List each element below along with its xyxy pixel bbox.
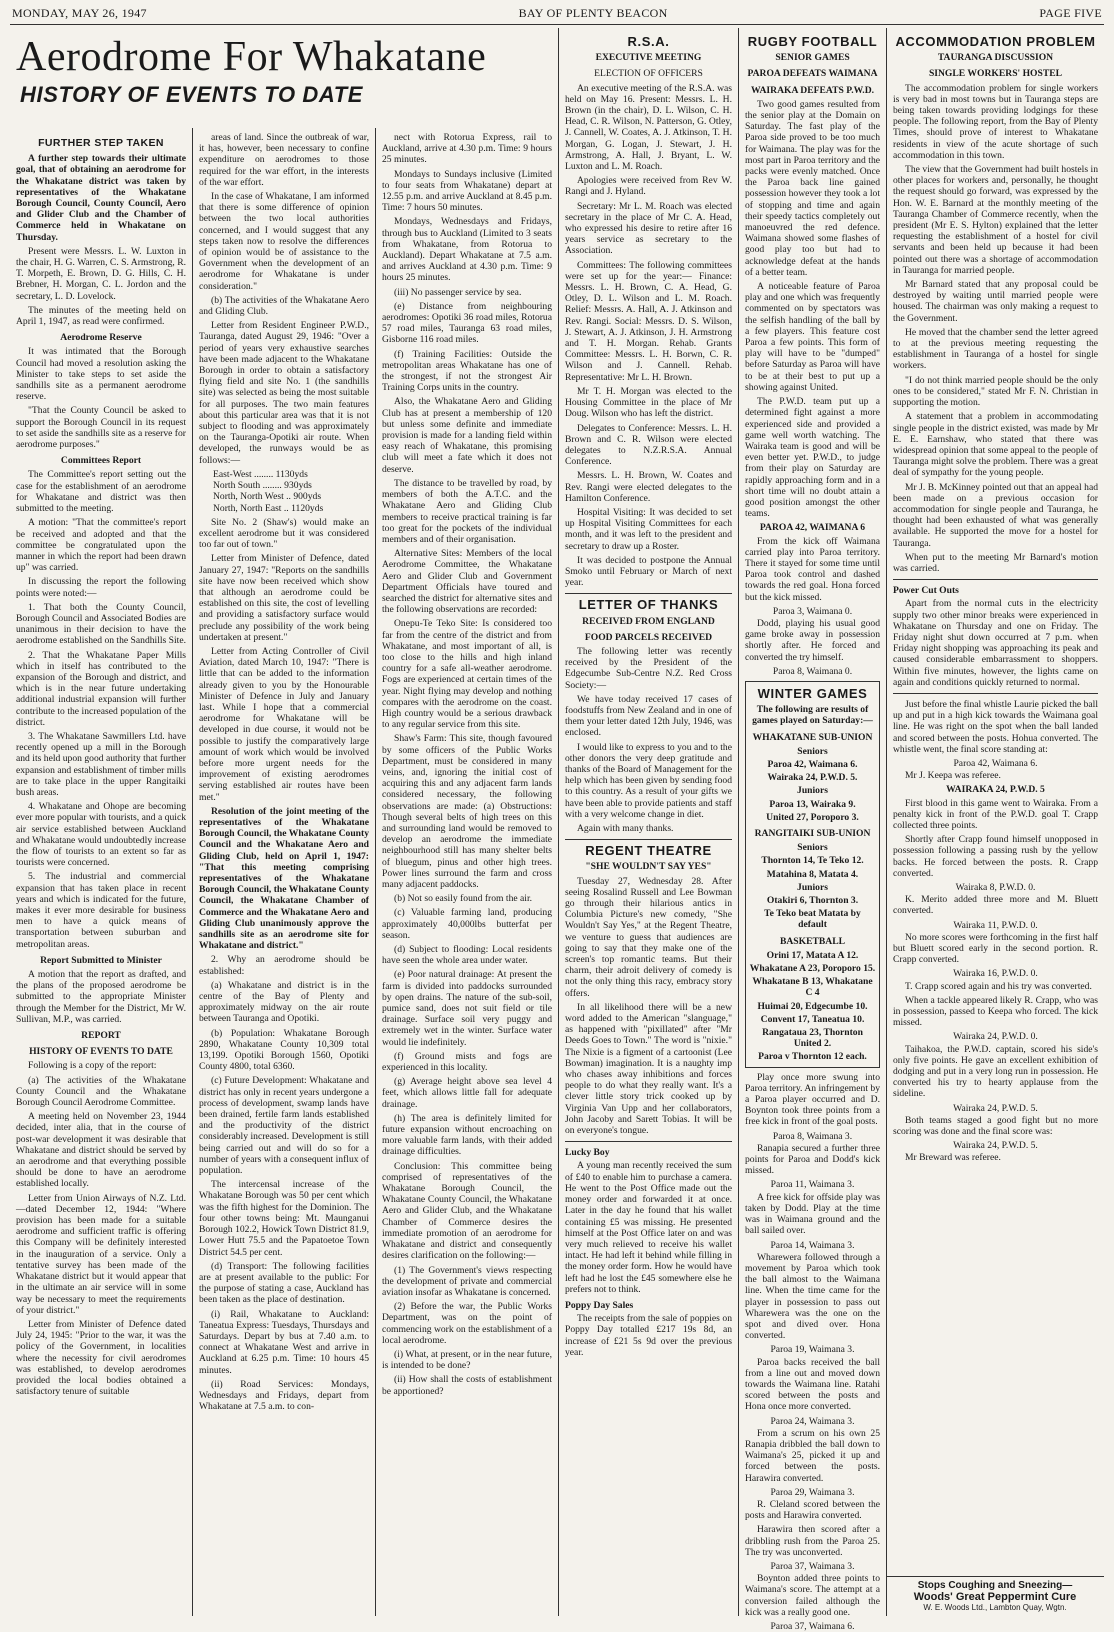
thanks-title: LETTER OF THANKS (578, 597, 719, 613)
paragraph: (i) Rail, Whakatane to Auckland: Taneatua Express: Tuesdays, Thursdays and Saturdays. Depart by bus at 7.40 a.m. to connect at Whakatane West and arrive in Auckland at 6.25 p.m. Time: 10 hours 45 minutes. (199, 1308, 369, 1376)
paragraph: The distance to be travelled by road, by members of both the A.T.C. and the Whakatane Aero and Gliding Club members to receive practical training is far too great for the pockets of the individual members and of their organisation. (382, 477, 552, 545)
running-score: Paroa 8, Waimana 3. (772, 1130, 853, 1142)
paragraph: (e) Distance from neighbouring aerodromes: Opotiki 36 road miles, Rotorua 57 road miles, Tauranga 63 road miles, Gisborne 116 road miles. (382, 300, 552, 346)
rsa-title: R.S.A. (627, 34, 670, 49)
rugby-subtitle: SENIOR GAMES (775, 52, 850, 64)
paragraph: 2. Why an aerodrome should be established: (199, 954, 369, 977)
paragraph: Mr Breward was referee. (905, 1152, 1001, 1164)
grade-heading: Seniors (797, 745, 828, 757)
regent-title: REGENT THEATRE (585, 843, 712, 859)
match-score: WAIRAKA 24, P.W.D. 5 (946, 784, 1045, 796)
paragraph: The Committee's report setting out the case for the establishment of an aerodrome for Whakatane and district was then submitted to the meeting. (16, 469, 186, 515)
paragraph: (b) The activities of the Whakatane Aero and Gliding Club. (199, 294, 369, 318)
grade-heading: Seniors (797, 842, 828, 854)
running-score: Paroa 11, Waimana 3. (770, 1179, 855, 1191)
paragraph: (f) Training Facilities: Outside the metropolitan areas Whakatane has one of the strongest, if not the strongest Air Training Corps units in the country. (382, 348, 552, 394)
paragraph: Delegates to Conference: Messrs. L. H. Brown and C. R. Wilson were elected delegates to N.Z.R.S.A. Annual Conference. (565, 422, 732, 468)
paragraph: areas of land. Since the outbreak of war, it has, however, been necessary to confine expenditure on aerodromes to those required for the war effort, in the interests of the war effort. (199, 132, 369, 188)
paragraph: Hospital Visiting: It was decided to set up Hospital Visiting Committees for each month, and it was left to the president and secretary to draw up a Roster. (565, 506, 732, 552)
section-rule (893, 579, 1098, 580)
paragraph: Committees: The following committees were set up for the year:— Finance: Messrs. L. H. Brown, C. A. Head, G. Otley, D. L. Wilson and L. M. Roach. Relief: Messrs. A. Hall, A. J. Atkinson and Rev. Rangi. Social: Messrs. D. S. Wilson, J. Stewart, A. J. Atkinson, J. H. Armstrong and T. H. Morgan. Rehab. Grants Committee: Messrs. L. H. Borwn, C. R. Wilson and J. Cannell. Rehab. Representative: Mr L. H. Brown. (565, 259, 732, 383)
accommodation-title: ACCOMMODATION PROBLEM (895, 34, 1096, 49)
paragraph: Wharewera followed through a movement by Paroa which took the ball almost to the Waimana line. When the time came for the player in possession to pass out Wharewera was the one on the spot and dived over. Hona converted. (745, 1251, 880, 1342)
rugby-subtitle: WAIRAKA DEFEATS P.W.D. (750, 84, 875, 96)
lead-story-header (10, 28, 558, 114)
advert-tagline: Stops Coughing and Sneezing— (917, 1580, 1073, 1591)
paragraph: The view that the Government had built hostels in other places for workers and, personally, he thought the request should go forward, was expressed by the Hon. W. E. Barnard at the monthly meeting of the Tauranga Chamber of Commerce recently, when the president (Mr E. S. Hylton) explained that the letter requesting the establishment of a hostel for civil servants and been held up because it had been pointed out there was a shortage of accommodation in Tauranga for married people. (893, 164, 1098, 276)
paragraph: 1. That both the County Council, Borough Council and Associated Bodies are unanimous in their decision to have the aerodrome established on the Sandhills Site. (16, 601, 186, 647)
paragraph: (ii) How shall the costs of establishment be apportioned? (382, 1374, 552, 1397)
masthead (10, 6, 1104, 25)
paragraph: "That the County Council be asked to support the Borough Council in its request to set aside the sandhills site as a reserve for aerodrome purposes." (16, 405, 186, 451)
paragraph: A free kick for offside play was taken by Dodd. Play at the time was in Waimana ground and the ball sailed over. (745, 1191, 880, 1237)
paragraph: (h) The area is definitely limited for future expansion without encroaching on more valuable farm lands, with their added drainage difficulties. (382, 1112, 552, 1158)
poppy-title: Poppy Day Sales (565, 1299, 634, 1311)
paragraph: A young man recently received the sum of £40 to enable him to purchase a camera. He went to the Post Office made out the money order and forwarded it at once. Later in the day he found that his wallet containing £5 was missing. He presented himself at the Post Office later on and was very much relieved to receive his wallet intact. He had left it behind while filling in the money order form. How he would have left had he lost the £45 somewhere else he prefers not to think. (565, 1160, 732, 1295)
column-5 (739, 32, 886, 1632)
paragraph: Also, the Whakatane Aero and Gliding Club has at present a membership of 120 but unless some definite and immediate provision is made for a landing field within easy reach of Whakatane, this promising club will meet a fate which it does not deserve. (382, 396, 552, 475)
paragraph: Following is a copy of the report: (28, 1060, 157, 1072)
paragraph: Letter from Minister of Defence dated July 24, 1945: "Prior to the war, it was the policy of the Government, in localities where the necessity for civil aerodromes was established, to develop aerodromes provided the local bodies obtained a satisfactory tenure of suitable (16, 1318, 186, 1398)
paragraph: Just before the final whistle Laurie picked the ball up and put in a high kick towards the Waimana goal line. He was right on the spot when the ball landed and scored between the posts. Hohua converted. The whistle went, the final score standing at: (893, 698, 1098, 755)
paragraph: (d) Subject to flooding: Local residents have seen the whole area under water. (382, 944, 552, 967)
paragraph: I would like to express to you and to the other donors the very deep gratitude and thanks of the Board of Management for the help which has been given by sending food to this country. As a result of your gifts we have been able to provide patients and staff with a very welcome change in diet. (565, 741, 732, 820)
running-score: Wairaka 8, P.W.D. 0. (955, 882, 1036, 894)
running-score: Paroa 14, Waimana 3. (770, 1239, 855, 1251)
paragraph: In the case of Whakatane, I am informed that there is some difference of opinion between the two local authorities concerned, and I would suggest that any steps taken now to resolve the differences of opinion would be of assistance to the Government when the development of an aerodrome for Whakatane is under consideration." (199, 191, 369, 292)
paragraph: Letter from Union Airways of N.Z. Ltd.—dated December 12, 1944: "Where provision has been made for a suitable aerodrome and sufficient traffic is offering this Company will be definitely interested in the inauguration of a service. Only a tentative survey has been made of the Whakatane district but it would appear that in the ultimate an air service will in some way be necessary to meet the requirements of your district." (16, 1192, 186, 1316)
paragraph: The accommodation problem for single workers is very bad in most towns but in Tauranga steps are being taken towards providing lodgings for these people. The following report, from the Bay of Plenty Times, should prove of interest to Whakatane residents in view of the acute shortage of such accommodation in this town. (893, 82, 1098, 161)
paragraph: Ranapia secured a further three points for Paroa and Dodd's kick missed. (745, 1142, 880, 1177)
runway-row: North, North West .. 900yds (213, 491, 322, 503)
paragraph: In discussing the report the following points were noted:— (16, 576, 186, 599)
paragraph: (f) Ground mists and fogs are experienced in this locality. (382, 1050, 552, 1074)
result-line: Paroa 42, Waimana 6. (767, 758, 858, 770)
result-line: Te Teko beat Matata by default (764, 908, 861, 931)
paragraph: Conclusion: This committee being comprised of representatives of the Whakatane Borough Council, the Whakatane County Council, the Whakatane Aero and Glider Club, and the Whakatane Chamber of Commerce desires the immediate promotion of an aerodrome for Whakatane and district and consequently desires clarification on the following:— (382, 1160, 552, 1262)
lead-headline: Aerodrome For Whakatane (16, 34, 487, 80)
paragraph: Letter from Minister of Defence, dated January 27, 1947: "Reports on the sandhills site have now been received which show that although an aerodrome could be established on this site, the cost of levelling and providing a satisfactory surface would preclude any possibility of the work being undertaken at present." (199, 553, 369, 643)
paragraph: (d) Transport: The following facilities are at present available to the public: For the purpose of stating a case, Auckland has been taken as the place of destination. (199, 1260, 369, 1306)
subheading: Report Submitted to Minister (40, 954, 162, 966)
issue-date: MONDAY, MAY 26, 1947 (12, 6, 147, 20)
basketball-heading: BASKETBALL (779, 935, 846, 947)
running-score: Paroa 29, Waimana 3. (770, 1486, 855, 1498)
paragraph: A noticeable feature of Paroa play and one which was frequently commented on by spectators was the selfish handling of the ball by a few players. This feature cost Paroa a few points. This form of play will have to be "dumped" before Saturday as Paroa will have to be at their best to put up a showing against United. (745, 281, 880, 393)
paragraph: (b) Population: Whakatane Borough 2890, Whakatane County 10,309 total 13,199. Opotiki Borough 1560, Opotiki County 4800, total 6360. (199, 1027, 369, 1073)
paragraph: Shaw's Farm: This site, though favoured by some officers of the Public Works Department, must be considered in many veins, and, ignoring the initial cost of acquiring this and any adjacent farm lands considered necessary, the following observations are made: (a) Obstructions: Though several belts of high trees on this and surrounding land would be removed to develop an aerodrome the immediate neighbourhood still has many shelter belts of bluegum, pinus and other high trees. Power lines surround the farm and cross many adjacent paddocks. (382, 733, 552, 890)
paragraph: Both teams staged a good fight but no more scoring was done and the final score was: (893, 1114, 1098, 1138)
regent-subtitle: "SHE WOULDN'T SAY YES" (585, 861, 712, 873)
story-intro: A further step towards their ultimate goal, that of obtaining an aerodrome for the Whakatane district was taken by representatives of the Whakatane Borough Council, County Council, Aero and Glider Club and the Chamber of Commerce held in Whakatane on Thursday. (16, 153, 186, 243)
paragraph: Taihakoa, the P.W.D. captain, scored his side's only five points. He gave an excellent exhibition of dodging and put in a very long run in possession. He converted his try to hearty applause from the sideline. (893, 1043, 1098, 1100)
subheading: HISTORY OF EVENTS TO DATE (29, 1046, 173, 1058)
paragraph: In all likelihood there will be a new word added to the American "slanguage," as happened with "pixillated" after "Mr Deeds Goes to Town." The word is "nixie." The Nixie is a figment of a cartoonist (Lee Bowman) imagination. It is a naughty imp who chases away inhibitions and forces people to do what they really want. It's a clever little story trick cooked up by Virginia Van Upp and her collaborators, John Jacoby and Sarett Tobias. It will be on everyone's tongue. (565, 1001, 732, 1137)
running-score: Paroa 8, Waimana 0. (772, 665, 853, 677)
paragraph: (e) Poor natural drainage: At present the farm is divided into paddocks surrounded by open drains. The nature of the sub-soil, pumice sand, does not suit field or tile drainage. Surface soil very puggy and extremely wet in the winter. Surface water would lie indefinitely. (382, 969, 552, 1048)
paragraph: (c) Future Development: Whakatane and district has only in recent years undergone a process of development, swamp lands have been drained, fertile farm lands established and the productivity of the district considerably increased. Development is still being carried out and will do so for a number of years with a consequent influx of population. (199, 1075, 369, 1177)
thanks-subtitle: RECEIVED FROM ENGLAND (582, 615, 715, 627)
result-line: Paroa 13, Wairaka 9. (769, 798, 856, 810)
paragraph: First blood in this game went to Wairaka. From a penalty kick in front of the P.W.D. goal T. Crapp collected three points. (893, 797, 1098, 831)
paragraph: No more scores were forthcoming in the first half but Bluett scored early in the second portion. R. Crapp converted. (893, 931, 1098, 966)
winter-intro: The following are results of games played on Saturday:— (752, 704, 873, 727)
paragraph: (2) Before the war, the Public Works Department, was on the point of commencing work on the establishment of a local aerodrome. (382, 1301, 552, 1346)
runway-row: North, North East .. 1120yds (213, 502, 324, 514)
running-score: Paroa 42, Waimana 6. (953, 757, 1038, 769)
paragraph: When put to the meeting Mr Barnard's motion was carried. (893, 551, 1098, 574)
paragraph: Mondays to Sundays inclusive (Limited to four seats from Whakatane) depart at 12.55 p.m. and arrive Auckland at 8.45 p.m. Time: 7 hours 50 minutes. (382, 168, 552, 214)
lead-story-column-2 (193, 132, 375, 1618)
result-line: Whakatane B 13, Whakatane C 4 (752, 976, 873, 999)
paragraph: From a scrum on his own 25 Ranapia dribbled the ball down to Waimana's 25, picked it up and forced between the posts. Harawira converted. (745, 1427, 880, 1484)
resolution-text: Resolution of the joint meeting of the representatives of the Whakatane Borough Council, the Whakatane County Council and the Whakatane Aero and Gliding Club, held on April 1, 1947: "That this meeting comprising representatives of the Whakatane Borough Council, the Whakatane County Council, the Whakatane Chamber of Commerce and the Whakatane Aero and Gliding Club unanimously approve the sandhills site as an aerodrome site for Whakatane and district." (199, 805, 369, 952)
winter-games-box (745, 681, 880, 1068)
section-rule (893, 693, 1098, 694)
running-score: Paroa 37, Waimana 3. (770, 1560, 855, 1572)
paragraph: The following letter was recently received by the President of the Edgecumbe Sub-Centre N.Z. Red Cross Society:— (565, 645, 732, 691)
paragraph: Onepu-Te Teko Site: Is considered too far from the centre of the district and from Whakatane, and most important of all, is too close to the hills and high inland country for a safe all-weather aerodrome. Fogs are experienced at certain times of the year. Night flying may develop and nothing compares with the aerodrome on the coast. High country would be a serious drawback to any regular service from this site. (382, 618, 552, 731)
paragraph: A motion: "That the committee's report be received and adopted and that the committee be congratulated upon the manner in which the report had been drawn up" was carried. (16, 517, 186, 574)
section-rule (565, 839, 732, 840)
paragraph: (a) The activities of the Whakatane County Council and the Whakatane Borough Council Aerodrome Committee. (16, 1074, 186, 1109)
paragraph: We have today received 17 cases of foodstuffs from New Zealand and in one of them your letter dated 12th July, 1946, was enclosed. (565, 693, 732, 739)
paragraph: The intercensal increase of the Whakatane Borough was 50 per cent which was the fifth highest for the Dominion. The four other towns being: Mt. Maunganui Borough 102.2, Howick Town District 81.9, Lower Hutt 75.5 and the Papatoetoe Town District 54.5 per cent. (199, 1179, 369, 1258)
result-line: United 27, Poroporo 3. (766, 811, 859, 823)
section-rule (565, 593, 732, 594)
rugby-title: RUGBY FOOTBALL (747, 34, 878, 49)
winter-title: WINTER GAMES (757, 685, 868, 701)
lead-subhead: HISTORY OF EVENTS TO DATE (20, 82, 364, 107)
section-rule (565, 1141, 732, 1142)
paragraph: Present were Messrs. L. W. Luxton in the chair, H. G. Warren, C. S. Armstrong, R. T. Morpeth, E. Brown, D. G. Hills, C. H. Brebner, H. Morgan, C. L. Jordon and the secretary, L. D. Lovelock. (16, 245, 186, 302)
accommodation-subtitle: SINGLE WORKERS' HOSTEL (928, 68, 1063, 80)
paragraph: 4. Whakatane and Ohope are becoming ever more popular with tourists, and a quick air service established between Auckland and Whakatane would undoubtedly increase the flow of tourists to an extent so far as tourists were concerned. (16, 801, 186, 869)
lucky-title: Lucky Boy (565, 1147, 610, 1159)
result-line: Huimai 20, Edgecumbe 10. (757, 1000, 868, 1012)
paragraph: An executive meeting of the R.S.A. was held on May 16. Present: Messrs. L. H. Brown (in the chair), D. L. Wilson, C. H. Head, C. R. Wilson, N. Patterson, G. Otley, J. Cannell, W. Coates, A. J. Atkinson, T. H. Morgan, G. Logan, J. Stewart, J. H. Armstrong, A. Hall, J. Bryant, L. W. Luxton and L. M. Roach. (565, 82, 732, 173)
paragraph: (a) Whakatane and district is in the centre of the Bay of Plenty and approximately midway on the air route between Tauranga and Opotiki. (199, 979, 369, 1025)
paragraph: Site No. 2 (Shaw's) would make an excellent aerodrome but it was considered too far out of town." (199, 516, 369, 551)
paragraph: Mr J. Keepa was referee. (905, 770, 1001, 782)
rsa-subtitle: ELECTION OF OFFICERS (594, 68, 703, 80)
section-heading: FURTHER STEP TAKEN (38, 137, 164, 149)
paragraph: Dodd, playing his usual good game broke away in possession shortly after. He forced and converted the try himself. (745, 617, 880, 663)
running-score: Paroa 24, Waimana 3. (770, 1415, 855, 1427)
paragraph: (iii) No passenger service by sea. (394, 286, 522, 298)
paragraph: A motion that the report as drafted, and the plans of the proposed aerodrome be submitted to the appropriate Minister through the Member for the District, Mr W. Sullivan, M.P., was carried. (16, 969, 186, 1025)
subheading: REPORT (81, 1030, 121, 1042)
result-line: Wairaka 24, P.W.D. 5. (767, 772, 858, 784)
column-4 (559, 32, 738, 1618)
paragraph: K. Merito added three more and M. Bluett converted. (893, 894, 1098, 917)
paragraph: When a tackle appeared likely R. Crapp, who was in possession, passed to Keepa who forced. The kick missed. (893, 994, 1098, 1029)
paragraph: (g) Average height above sea level 4 feet, which allows little fall for adequate drainage. (382, 1076, 552, 1110)
paragraph: He moved that the chamber send the letter agreed to at the previous meeting requesting the establishment in Tauranga of a hostel for single workers. (893, 326, 1098, 372)
newspaper-page (10, 6, 1104, 1632)
paragraph: Mr T. H. Morgan was elected to the Housing Committee in the place of Mr Doug. Wilson who has left the district. (565, 385, 732, 420)
paragraph: (ii) Road Services: Mondays, Wednesdays and Fridays, depart from Whakatane at 7.5 a.m. to con- (199, 1378, 369, 1413)
paragraph: Mr Barnard stated that any proposal could be destroyed by waiting until married people were housed. The chairman was only making a request to the Government. (893, 279, 1098, 324)
result-line: Convent 17, Taneatua 10. (760, 1013, 865, 1025)
paragraph: Paroa backs received the ball from a line out and moved down towards the Waimana line. Ratahi scored between the posts and Hona once more converted. (745, 1356, 880, 1413)
sub-union-heading: RANGITAIKI SUB-UNION (754, 828, 871, 839)
paragraph: Alternative Sites: Members of the local Aerodrome Committee, the Whakatane Aero and Glider Club and Government Department Officials have toured and searched the district for alternative sites and the following observations are recorded: (382, 548, 552, 616)
runway-row: North South ........ 930yds (213, 480, 312, 492)
result-line: Whakatane A 23, Poroporo 15. (749, 963, 876, 975)
page-number: PAGE FIVE (1039, 6, 1102, 20)
paragraph: A statement that a problem in accommodating single people in the district existed, was made by Mr E. E. Earnshaw, who stated that there was widespread opinion that some appeal to the people of Tauranga might solve the problem. There was a great deal of sympathy for the young people. (893, 411, 1098, 479)
paragraph: Messrs. L. H. Brown, W. Coates and Rev. Rangi were elected delegates to the Hamilton Conference. (565, 470, 732, 504)
paragraph: Harawira then scored after a dribbling rush from the Paroa 25. The try was unconverted. (745, 1524, 880, 1558)
paragraph: "I do not think married people should be the only ones to be considered," stated Mr F. N. Christian in supporting the motion. (893, 374, 1098, 409)
lead-story-column-1 (10, 132, 192, 1618)
accommodation-subtitle: TAURANGA DISCUSSION (937, 52, 1054, 64)
running-score: Wairaka 24, P.W.D. 0. (953, 1031, 1038, 1043)
paragraph: 2. That the Whakatane Paper Mills which in itself has contributed to the expansion of the Borough and district, and which is in the near future undertaking additional industrial expansion will further contribute to the increased population of the district. (16, 649, 186, 728)
paragraph: T. Crapp scored again and his try was converted. (905, 980, 1092, 992)
running-score: Wairaka 24, P.W.D. 5. (953, 1140, 1038, 1152)
paragraph: It was intimated that the Borough Council had moved a resolution asking the Minister to take steps to set aside the sandhills site as a permanent aerodrome reserve. (16, 346, 186, 403)
paragraph: (c) Valuable farming land, producing approximately 40,000lbs butterfat per season. (382, 907, 552, 941)
running-score: Wairaka 24, P.W.D. 5. (953, 1102, 1038, 1114)
paragraph: nect with Rotorua Express, rail to Auckland, arrive at 4.30 p.m. Time: 9 hours 25 minutes. (382, 132, 552, 166)
advert-product: Woods' Great Peppermint Cure (913, 1591, 1077, 1603)
subheading: Aerodrome Reserve (60, 332, 142, 344)
match-score: PAROA 42, WAIMANA 6 (759, 522, 866, 534)
peppermint-cure-advert (886, 1576, 1104, 1612)
running-score: Wairaka 11, P.W.D. 0. (953, 919, 1038, 931)
paragraph: It was decided to postpone the Annual Smoko until February or March of next year. (565, 554, 732, 589)
paragraph: R. Cleland scored between the posts and Harawira converted. (745, 1498, 880, 1522)
result-line: Orini 17, Matata A 12. (766, 949, 859, 961)
paragraph: 3. The Whakatane Sawmillers Ltd. have recently opened up a mill in the Borough and its held upon good authority that further expansion and establishment of timber mills are to take place in the upper Rangitaiki bush areas. (16, 730, 186, 798)
result-line: Matahina 8, Matata 4. (766, 868, 859, 880)
sub-union-heading: WHAKATANE SUB-UNION (752, 731, 873, 743)
running-score: Wairaka 16, P.W.D. 0. (953, 968, 1038, 980)
advert-maker: W. E. Woods Ltd., Lambton Quay, Wgtn. (923, 1603, 1067, 1612)
rugby-subtitle: PAROA DEFEATS WAIMANA (747, 68, 878, 80)
paragraph: From the kick off Waimana carried play into Paroa territory. There it stayed for some time until Paroa took control and dashed towards the red goal. Hona forced but the kick missed. (745, 535, 880, 603)
column-6 (887, 32, 1104, 1572)
result-line: Paroa v Thornton 12 each. (758, 1051, 867, 1063)
paragraph: 5. The industrial and commercial expansion that has taken place in recent years and which is indicated for the future, makes it ever more desirable for business men to have a quick means of transportation between suburban and metropolitan areas. (16, 871, 186, 950)
paragraph: Two good games resulted from the senior play at the Domain on Saturday. The fast play of the Paroa side proved to be too much for Waimana. The play was for the most part in Paroa territory and the packs were evenly matched. Once the Paroa back line gained possession however they took a lot of stopping and time and again their speedy tactics completely out manoeuvred the red defence. Waimana showed some flashes of good play too but had to acknowledge defeat at the hands of a better team. (745, 98, 880, 278)
lead-story-column-3 (376, 132, 558, 1618)
paragraph: Secretary: Mr L. M. Roach was elected secretary in the place of Mr C. A. Head, who expressed his desire to retire after 16 years service as secretary to the Association. (565, 200, 732, 257)
runway-list (213, 469, 369, 514)
paragraph: Tuesday 27, Wednesday 28. After seeing Rosalind Russell and Lee Bowman go through their hilarious antics in Columbia Picture's new comedy, "She Wouldn't Say Yes," at the Regent Theatre, we venture to guess that audiences are going to say that they make one of the screen's top romantic teams. But their charm, their adroit delivery of comedy is not the only thing this racy, embracy story offers. (565, 875, 732, 999)
paragraph: Apart from the normal cuts in the electricity supply two other minor breaks were experienced in Whakatane on Thursday and one on Friday. The Friday night shut down occurred at 7 p.m. when Friday night shopping was approaching its peak and caused considerable embarrassment to shoppers. Within five minutes, however, the lights came on again and conditions quickly returned to normal. (893, 598, 1098, 688)
paragraph: (i) What, at present, or in the near future, is intended to be done? (382, 1348, 552, 1372)
grade-heading: Juniors (797, 785, 828, 797)
paragraph: Letter from Resident Engineer P.W.D., Tauranga, dated August 29, 1946: "Over a period of years very exhaustive searches have been made adjacent to the Whakatane Borough in order to obtain a satisfactory flying field and site No. 1 (the sandhills site) was selected as being the most suitable for all purposes. The two main features about this particular area was that it is not subject to flooding and was approximately on the Tauranga-Opotiki air route. When developed, the runways would be as follows:— (199, 320, 369, 466)
paper-name: BAY OF PLENTY BEACON (518, 6, 668, 20)
paragraph: The P.W.D. team put up a determined fight against a more experienced side and provided a game well worth watching. The Wairaka team is good and will be even better yet. P.W.D., to judge from their play on Saturday are rapidly approaching form and in a short time will no doubt attain a good position amongst the other teams. (745, 396, 880, 520)
running-score: Paroa 19, Waimana 3. (770, 1344, 855, 1356)
subheading: Committees Report (60, 455, 142, 467)
result-line: Otakiri 6, Thornton 3. (766, 895, 859, 907)
running-score: Paroa 37, Waimana 6. (770, 1621, 855, 1632)
grade-heading: Juniors (797, 881, 828, 893)
thanks-subtitle: FOOD PARCELS RECEIVED (584, 631, 713, 643)
paragraph: A meeting held on November 23, 1944 decided, inter alia, that in the course of post-war development it was desirable that Whakatane and district should be served by an aerodrome and that everything possible should be done to have an aerodrome established locally. (16, 1111, 186, 1190)
running-score: Paroa 3, Waimana 0. (772, 605, 853, 617)
paragraph: Letter from Acting Controller of Civil Aviation, dated March 10, 1947: "There is little that can be added to the information already given to you by the Honourable Minister of Defence in July and January last. While I hope that a commercial aerodrome for Whakatane will be developed in due course, it would not be possible to justify the comparatively large amount of work which would be involved before more urgent needs for the improvement of existing aerodromes serving established air routes have been met." (199, 645, 369, 803)
paragraph: Mr J. B. McKinney pointed out that an appeal had been made on a previous occasion for accommodation for single people and Tauranga, he thought had been exhausted of what was generally available. He supported the move for a hostel for Tauranga. (893, 481, 1098, 549)
paragraph: The receipts from the sale of poppies on Poppy Day totalled £217 19s 8d, an increase of £21 5s 9d over the previous year. (565, 1313, 732, 1358)
paragraph: Shortly after Crapp found himself unopposed in possession following a passing rush by the yellow backs. He forced between the posts. R. Crapp converted. (893, 834, 1098, 879)
paragraph: (b) Not so easily found from the air. (394, 893, 533, 905)
paragraph: Mondays, Wednesdays and Fridays, through bus to Auckland (Limited to 3 seats from Whakatane, from Rotorua to Auckland). Depart Whakatane at 7.5 a.m. and arrives Auckland at 4.30 p.m. Time: 9 hours 25 minutes. (382, 216, 552, 284)
power-title: Power Cut Outs (893, 585, 959, 597)
paragraph: Apologies were received from Rev W. Rangi and J. Hyland. (565, 175, 732, 198)
paragraph: Play once more swung into Paroa territory. An infringement by a Paroa player occurred and D. Boynton took three points from a free kick in front of the goal posts. (745, 1071, 880, 1128)
runway-row: East-West ........ 1130yds (213, 468, 308, 480)
paragraph: Boynton added three points to Waimana's score. The attempt at a conversion failed although the kick was a really good one. (745, 1573, 880, 1618)
paragraph: Again with many thanks. (577, 823, 674, 834)
rsa-subtitle: EXECUTIVE MEETING (595, 52, 702, 64)
paragraph: (1) The Government's views respecting the development of private and commercial aviation insofar as Whakatane is concerned. (382, 1264, 552, 1298)
result-line: Thornton 14, Te Teko 12. (761, 855, 864, 867)
paragraph: The minutes of the meeting held on April 1, 1947, as read were confirmed. (16, 304, 186, 328)
result-line: Rangataua 23, Thornton United 2. (762, 1027, 863, 1050)
